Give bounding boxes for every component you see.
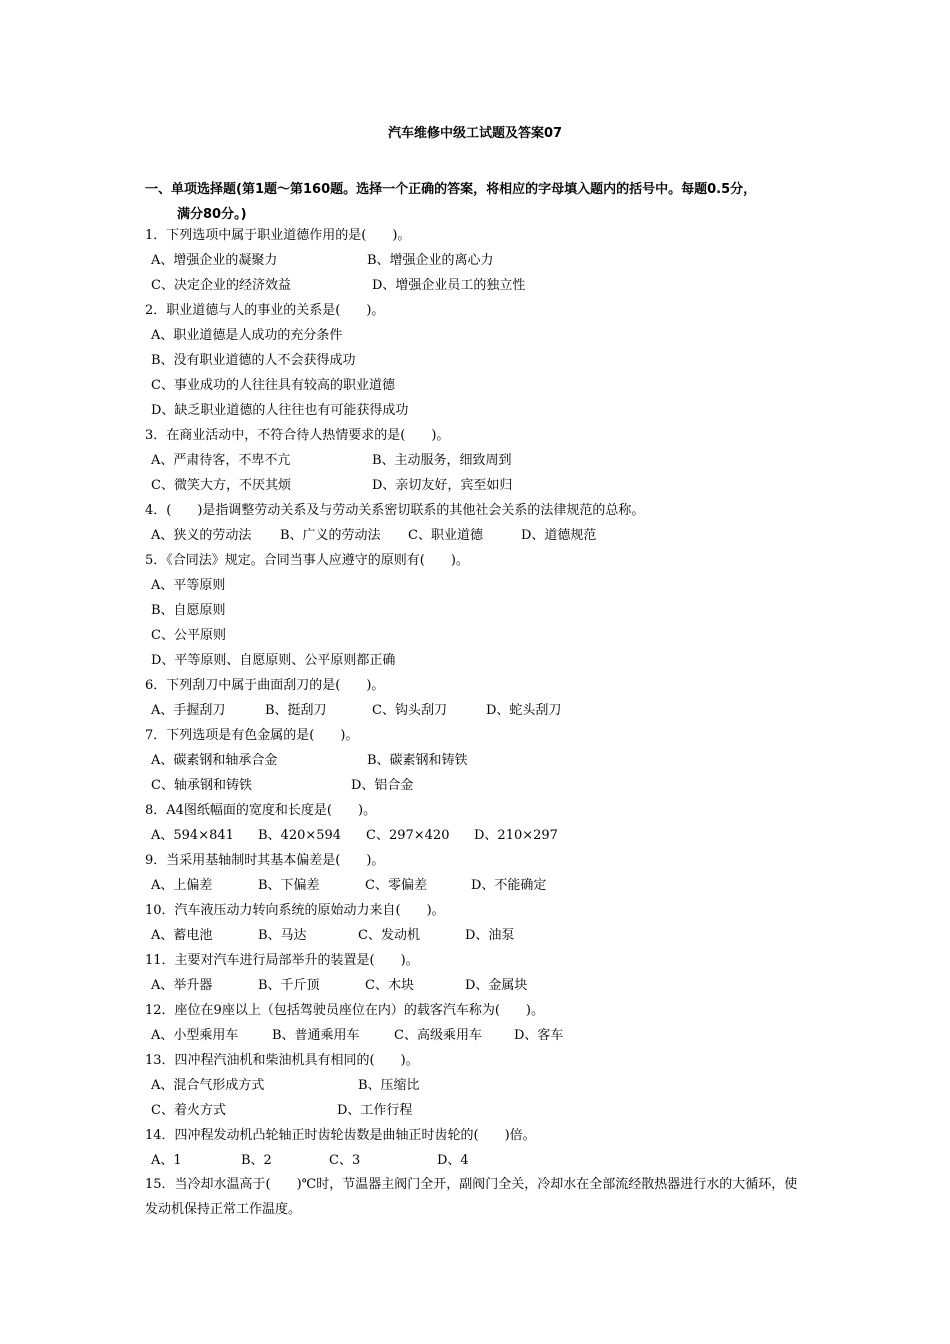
option: C、公平原则: [151, 628, 226, 643]
option: A、狭义的劳动法: [151, 528, 252, 543]
option: D、不能确定: [471, 878, 547, 893]
option: D、工作行程: [337, 1103, 413, 1118]
section-heading-line-2: 满分80分。): [177, 207, 247, 222]
question-stem: 14．四冲程发动机凸轮轴正时齿轮齿数是曲轴正时齿轮的( )倍。: [145, 1128, 536, 1143]
option: B、马达: [258, 928, 307, 943]
option: B、挺刮刀: [265, 703, 327, 718]
option: A、蓄电池: [151, 928, 213, 943]
option: D、客车: [514, 1028, 564, 1043]
section-heading-line-1: 一、单项选择题(第1题～第160题。选择一个正确的答案，将相应的字母填入题内的括号中。每题0.5分，: [145, 182, 757, 197]
option: D、平等原则、自愿原则、公平原则都正确: [151, 653, 396, 668]
option: C、着火方式: [151, 1103, 226, 1118]
option: D、210×297: [474, 828, 558, 843]
option: A、手握刮刀: [151, 703, 226, 718]
question-stem: 12．座位在9座以上（包括驾驶员座位在内）的载客汽车称为( )。: [145, 1003, 544, 1018]
option: C、发动机: [358, 928, 420, 943]
option: C、轴承钢和铸铁: [151, 778, 252, 793]
option: D、油泵: [465, 928, 515, 943]
option: A、增强企业的凝聚力: [151, 253, 278, 268]
option: A、594×841: [151, 828, 234, 843]
option: D、金属块: [465, 978, 528, 993]
question-stem: 11．主要对汽车进行局部举升的装置是( )。: [145, 953, 419, 968]
option: C、钩头刮刀: [372, 703, 447, 718]
option: D、缺乏职业道德的人往往也有可能获得成功: [151, 403, 409, 418]
option: C、高级乘用车: [394, 1028, 482, 1043]
option: A、职业道德是人成功的充分条件: [151, 328, 343, 343]
question-stem: 7．下列选项是有色金属的是( )。: [145, 728, 359, 743]
option: B、千斤顶: [258, 978, 320, 993]
question-stem: 2．职业道德与人的事业的关系是( )。: [145, 303, 385, 318]
option: B、没有职业道德的人不会获得成功: [151, 353, 356, 368]
option: B、压缩比: [358, 1078, 420, 1093]
option: B、广义的劳动法: [280, 528, 381, 543]
option: C、297×420: [366, 828, 450, 843]
option: A、上偏差: [151, 878, 213, 893]
option: B、420×594: [258, 828, 342, 843]
option: B、碳素钢和铸铁: [367, 753, 468, 768]
option: A、小型乘用车: [151, 1028, 239, 1043]
option: B、自愿原则: [151, 603, 226, 618]
option: C、3: [329, 1153, 361, 1168]
option: D、亲切友好，宾至如归: [372, 478, 513, 493]
question-stem: 10．汽车液压动力转向系统的原始动力来自( )。: [145, 903, 445, 918]
option: D、4: [437, 1153, 469, 1168]
question-stem: 1．下列选项中属于职业道德作用的是( )。: [145, 228, 411, 243]
question-stem: 13．四冲程汽油机和柴油机具有相同的( )。: [145, 1053, 419, 1068]
question-stem: 5．《合同法》规定。合同当事人应遵守的原则有( )。: [145, 553, 469, 568]
question-stem: 8．A4图纸幅面的宽度和长度是( )。: [145, 803, 377, 818]
option: A、混合气形成方式: [151, 1078, 265, 1093]
option: B、2: [241, 1153, 272, 1168]
option: C、事业成功的人往往具有较高的职业道德: [151, 378, 395, 393]
option: C、零偏差: [365, 878, 427, 893]
question-stem: 3．在商业活动中，不符合待人热情要求的是( )。: [145, 428, 450, 443]
option: D、铝合金: [351, 778, 414, 793]
option: B、下偏差: [258, 878, 320, 893]
question-stem: 15．当冷却水温高于( )℃时，节温器主阀门全开，副阀门全关，冷却水在全部流经散热器进行水的大循环，使发动机保持正常工作温度。: [145, 1177, 798, 1217]
section-heading: [145, 177, 825, 227]
option: B、增强企业的离心力: [367, 253, 494, 268]
question-stem: 6．下列刮刀中属于曲面刮刀的是( )。: [145, 678, 385, 693]
question-stem: 9．当采用基轴制时其基本偏差是( )。: [145, 853, 385, 868]
option: C、职业道德: [408, 528, 483, 543]
question-stem: 4．( )是指调整劳动关系及与劳动关系密切联系的其他社会关系的法律规范的总称。: [145, 503, 645, 518]
option: C、木块: [365, 978, 414, 993]
option: A、举升器: [151, 978, 213, 993]
option: D、增强企业员工的独立性: [372, 278, 526, 293]
option: A、1: [151, 1153, 182, 1168]
option: A、碳素钢和轴承合金: [151, 753, 278, 768]
option: C、微笑大方，不厌其烦: [151, 478, 291, 493]
option: A、平等原则: [151, 578, 226, 593]
option: B、主动服务，细致周到: [372, 453, 512, 468]
option: D、道德规范: [521, 528, 597, 543]
option: D、蛇头刮刀: [486, 703, 562, 718]
option: A、严肃待客，不卑不亢: [151, 453, 291, 468]
document-title: 汽车维修中级工试题及答案07: [387, 126, 563, 141]
option: C、决定企业的经济效益: [151, 278, 291, 293]
option: B、普通乘用车: [272, 1028, 360, 1043]
